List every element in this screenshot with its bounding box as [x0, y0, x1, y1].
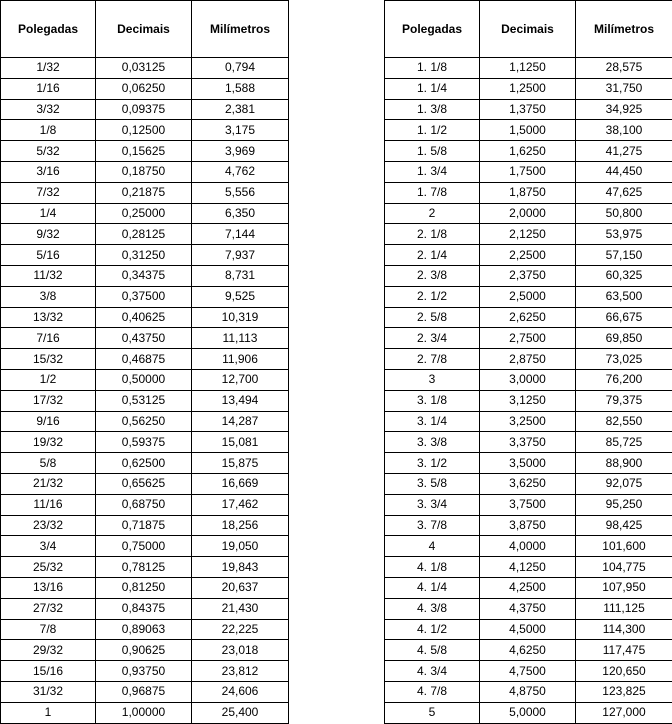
cell-decimais: 1,8750	[480, 182, 576, 203]
cell-polegadas: 1. 3/8	[385, 99, 480, 120]
cell-polegadas: 1. 1/4	[385, 78, 480, 99]
cell-decimais: 0,65625	[96, 473, 192, 494]
cell-milimetros: 69,850	[576, 328, 672, 349]
table-row	[1, 369, 289, 390]
table-row	[385, 411, 672, 432]
cell-polegadas: 9/16	[1, 411, 96, 432]
table-row	[1, 58, 289, 79]
table-row	[385, 473, 672, 494]
header-row	[1, 1, 289, 58]
cell-decimais: 0,75000	[96, 536, 192, 557]
cell-milimetros: 22,225	[192, 619, 289, 640]
cell-milimetros: 111,125	[576, 598, 672, 619]
table-row	[1, 557, 289, 578]
cell-decimais: 2,5000	[480, 286, 576, 307]
cell-polegadas: 31/32	[1, 681, 96, 702]
cell-decimais: 2,3750	[480, 265, 576, 286]
conversion-table-left	[0, 0, 289, 724]
cell-decimais: 4,3750	[480, 598, 576, 619]
table-row	[385, 661, 672, 682]
cell-polegadas: 5/16	[1, 245, 96, 266]
cell-milimetros: 85,725	[576, 432, 672, 453]
cell-polegadas: 2. 1/2	[385, 286, 480, 307]
cell-polegadas: 21/32	[1, 473, 96, 494]
cell-polegadas: 1	[1, 702, 96, 723]
table-row	[1, 619, 289, 640]
cell-polegadas: 3/16	[1, 161, 96, 182]
cell-decimais: 3,0000	[480, 369, 576, 390]
cell-milimetros: 2,381	[192, 99, 289, 120]
table-row	[385, 307, 672, 328]
cell-decimais: 0,50000	[96, 369, 192, 390]
table-row	[1, 661, 289, 682]
cell-polegadas: 1. 1/2	[385, 120, 480, 141]
cell-milimetros: 127,000	[576, 702, 672, 723]
cell-polegadas: 3. 5/8	[385, 473, 480, 494]
cell-decimais: 0,09375	[96, 99, 192, 120]
cell-polegadas: 1. 5/8	[385, 141, 480, 162]
cell-decimais: 0,89063	[96, 619, 192, 640]
cell-decimais: 4,1250	[480, 557, 576, 578]
cell-milimetros: 14,287	[192, 411, 289, 432]
table-row	[1, 411, 289, 432]
cell-decimais: 4,5000	[480, 619, 576, 640]
cell-polegadas: 29/32	[1, 640, 96, 661]
cell-milimetros: 23,812	[192, 661, 289, 682]
cell-decimais: 4,0000	[480, 536, 576, 557]
cell-polegadas: 4. 1/4	[385, 577, 480, 598]
table-row	[1, 245, 289, 266]
cell-milimetros: 7,144	[192, 224, 289, 245]
table-row	[385, 99, 672, 120]
cell-polegadas: 3. 1/8	[385, 390, 480, 411]
table-row	[1, 702, 289, 723]
table-row	[385, 681, 672, 702]
cell-milimetros: 41,275	[576, 141, 672, 162]
cell-decimais: 2,2500	[480, 245, 576, 266]
table-row	[1, 640, 289, 661]
cell-polegadas: 9/32	[1, 224, 96, 245]
cell-milimetros: 17,462	[192, 494, 289, 515]
cell-polegadas: 13/16	[1, 577, 96, 598]
cell-polegadas: 1/32	[1, 58, 96, 79]
cell-decimais: 3,1250	[480, 390, 576, 411]
table-row	[1, 78, 289, 99]
table-row	[385, 494, 672, 515]
table-row	[385, 203, 672, 224]
cell-decimais: 0,59375	[96, 432, 192, 453]
cell-polegadas: 1/8	[1, 120, 96, 141]
cell-milimetros: 16,669	[192, 473, 289, 494]
header-decimais: Decimais	[96, 1, 192, 58]
cell-polegadas: 2	[385, 203, 480, 224]
table-row	[385, 245, 672, 266]
table-row	[385, 577, 672, 598]
cell-milimetros: 15,875	[192, 453, 289, 474]
cell-polegadas: 1. 7/8	[385, 182, 480, 203]
cell-milimetros: 73,025	[576, 349, 672, 370]
table-row	[1, 328, 289, 349]
cell-polegadas: 11/16	[1, 494, 96, 515]
table-row	[1, 390, 289, 411]
cell-milimetros: 101,600	[576, 536, 672, 557]
cell-decimais: 0,62500	[96, 453, 192, 474]
cell-decimais: 0,31250	[96, 245, 192, 266]
cell-polegadas: 25/32	[1, 557, 96, 578]
cell-milimetros: 88,900	[576, 453, 672, 474]
table-row	[385, 369, 672, 390]
table-row	[385, 349, 672, 370]
cell-polegadas: 4. 1/2	[385, 619, 480, 640]
cell-decimais: 2,7500	[480, 328, 576, 349]
cell-milimetros: 117,475	[576, 640, 672, 661]
cell-polegadas: 1. 3/4	[385, 161, 480, 182]
cell-milimetros: 23,018	[192, 640, 289, 661]
cell-decimais: 0,12500	[96, 120, 192, 141]
cell-milimetros: 24,606	[192, 681, 289, 702]
cell-milimetros: 31,750	[576, 78, 672, 99]
table-row	[1, 453, 289, 474]
cell-decimais: 3,2500	[480, 411, 576, 432]
cell-decimais: 0,40625	[96, 307, 192, 328]
cell-milimetros: 8,731	[192, 265, 289, 286]
cell-milimetros: 92,075	[576, 473, 672, 494]
cell-milimetros: 47,625	[576, 182, 672, 203]
cell-polegadas: 1/2	[1, 369, 96, 390]
cell-polegadas: 13/32	[1, 307, 96, 328]
cell-polegadas: 3/4	[1, 536, 96, 557]
cell-polegadas: 5	[385, 702, 480, 723]
cell-milimetros: 15,081	[192, 432, 289, 453]
cell-polegadas: 1/16	[1, 78, 96, 99]
table-row	[385, 598, 672, 619]
cell-decimais: 1,00000	[96, 702, 192, 723]
cell-decimais: 0,71875	[96, 515, 192, 536]
cell-decimais: 1,7500	[480, 161, 576, 182]
cell-decimais: 1,1250	[480, 58, 576, 79]
cell-decimais: 2,1250	[480, 224, 576, 245]
cell-milimetros: 12,700	[192, 369, 289, 390]
cell-milimetros: 114,300	[576, 619, 672, 640]
cell-milimetros: 123,825	[576, 681, 672, 702]
cell-decimais: 0,68750	[96, 494, 192, 515]
cell-polegadas: 7/16	[1, 328, 96, 349]
table-row	[385, 224, 672, 245]
cell-decimais: 0,53125	[96, 390, 192, 411]
table-row	[1, 494, 289, 515]
cell-polegadas: 3. 7/8	[385, 515, 480, 536]
cell-polegadas: 3/32	[1, 99, 96, 120]
table-row	[385, 328, 672, 349]
cell-polegadas: 7/8	[1, 619, 96, 640]
cell-polegadas: 3. 3/8	[385, 432, 480, 453]
table-row	[1, 182, 289, 203]
cell-polegadas: 2. 7/8	[385, 349, 480, 370]
table-row	[1, 349, 289, 370]
cell-milimetros: 25,400	[192, 702, 289, 723]
cell-decimais: 3,3750	[480, 432, 576, 453]
cell-decimais: 0,37500	[96, 286, 192, 307]
cell-milimetros: 19,050	[192, 536, 289, 557]
cell-decimais: 0,78125	[96, 557, 192, 578]
table-row	[1, 161, 289, 182]
table-row	[1, 265, 289, 286]
cell-polegadas: 2. 1/8	[385, 224, 480, 245]
cell-decimais: 4,8750	[480, 681, 576, 702]
cell-milimetros: 6,350	[192, 203, 289, 224]
cell-decimais: 0,28125	[96, 224, 192, 245]
cell-polegadas: 1. 1/8	[385, 58, 480, 79]
cell-decimais: 3,6250	[480, 473, 576, 494]
cell-polegadas: 4. 5/8	[385, 640, 480, 661]
cell-polegadas: 23/32	[1, 515, 96, 536]
cell-milimetros: 20,637	[192, 577, 289, 598]
header-row	[385, 1, 672, 58]
cell-milimetros: 3,969	[192, 141, 289, 162]
table-row	[385, 515, 672, 536]
table-row	[1, 473, 289, 494]
table-row	[1, 286, 289, 307]
cell-polegadas: 19/32	[1, 432, 96, 453]
header-polegadas: Polegadas	[1, 1, 96, 58]
table-row	[385, 536, 672, 557]
table-row	[385, 702, 672, 723]
cell-milimetros: 1,588	[192, 78, 289, 99]
cell-polegadas: 5/8	[1, 453, 96, 474]
header-milimetros: Milímetros	[192, 1, 289, 58]
table-row	[1, 224, 289, 245]
cell-milimetros: 18,256	[192, 515, 289, 536]
table-row	[385, 453, 672, 474]
cell-milimetros: 28,575	[576, 58, 672, 79]
cell-milimetros: 104,775	[576, 557, 672, 578]
cell-milimetros: 21,430	[192, 598, 289, 619]
cell-milimetros: 82,550	[576, 411, 672, 432]
cell-milimetros: 79,375	[576, 390, 672, 411]
cell-milimetros: 38,100	[576, 120, 672, 141]
cell-milimetros: 66,675	[576, 307, 672, 328]
table-row	[385, 182, 672, 203]
cell-milimetros: 11,113	[192, 328, 289, 349]
cell-milimetros: 50,800	[576, 203, 672, 224]
cell-milimetros: 9,525	[192, 286, 289, 307]
header-polegadas: Polegadas	[385, 1, 480, 58]
cell-milimetros: 120,650	[576, 661, 672, 682]
cell-decimais: 1,5000	[480, 120, 576, 141]
cell-polegadas: 2. 1/4	[385, 245, 480, 266]
table-row	[385, 141, 672, 162]
cell-milimetros: 7,937	[192, 245, 289, 266]
cell-decimais: 3,8750	[480, 515, 576, 536]
cell-decimais: 0,81250	[96, 577, 192, 598]
cell-polegadas: 2. 3/4	[385, 328, 480, 349]
table-row	[385, 120, 672, 141]
table-row	[1, 515, 289, 536]
cell-polegadas: 3. 3/4	[385, 494, 480, 515]
cell-decimais: 0,25000	[96, 203, 192, 224]
cell-decimais: 0,03125	[96, 58, 192, 79]
table-row	[1, 536, 289, 557]
conversion-table-right	[384, 0, 672, 724]
cell-polegadas: 11/32	[1, 265, 96, 286]
cell-polegadas: 5/32	[1, 141, 96, 162]
cell-decimais: 0,56250	[96, 411, 192, 432]
cell-polegadas: 4. 3/4	[385, 661, 480, 682]
table-row	[1, 577, 289, 598]
cell-milimetros: 107,950	[576, 577, 672, 598]
table-row	[385, 432, 672, 453]
table-row	[1, 141, 289, 162]
table-row	[385, 557, 672, 578]
cell-decimais: 3,5000	[480, 453, 576, 474]
table-row	[385, 390, 672, 411]
cell-decimais: 0,15625	[96, 141, 192, 162]
cell-decimais: 2,0000	[480, 203, 576, 224]
cell-polegadas: 3/8	[1, 286, 96, 307]
cell-milimetros: 0,794	[192, 58, 289, 79]
cell-decimais: 1,2500	[480, 78, 576, 99]
table-row	[1, 432, 289, 453]
table-row	[385, 619, 672, 640]
cell-milimetros: 57,150	[576, 245, 672, 266]
cell-decimais: 0,46875	[96, 349, 192, 370]
cell-polegadas: 3. 1/4	[385, 411, 480, 432]
header-decimais: Decimais	[480, 1, 576, 58]
cell-milimetros: 63,500	[576, 286, 672, 307]
cell-decimais: 3,7500	[480, 494, 576, 515]
cell-milimetros: 53,975	[576, 224, 672, 245]
table-row	[385, 640, 672, 661]
cell-milimetros: 95,250	[576, 494, 672, 515]
cell-polegadas: 15/32	[1, 349, 96, 370]
cell-milimetros: 4,762	[192, 161, 289, 182]
cell-milimetros: 34,925	[576, 99, 672, 120]
cell-milimetros: 5,556	[192, 182, 289, 203]
cell-polegadas: 4. 7/8	[385, 681, 480, 702]
table-row	[1, 598, 289, 619]
cell-decimais: 4,6250	[480, 640, 576, 661]
cell-polegadas: 4. 1/8	[385, 557, 480, 578]
header-milimetros: Milímetros	[576, 1, 672, 58]
table-row	[1, 307, 289, 328]
cell-decimais: 0,84375	[96, 598, 192, 619]
cell-milimetros: 10,319	[192, 307, 289, 328]
cell-decimais: 0,06250	[96, 78, 192, 99]
cell-decimais: 5,0000	[480, 702, 576, 723]
cell-decimais: 0,43750	[96, 328, 192, 349]
cell-polegadas: 2. 3/8	[385, 265, 480, 286]
cell-milimetros: 60,325	[576, 265, 672, 286]
cell-decimais: 2,8750	[480, 349, 576, 370]
cell-decimais: 0,96875	[96, 681, 192, 702]
cell-decimais: 4,2500	[480, 577, 576, 598]
cell-decimais: 1,3750	[480, 99, 576, 120]
cell-polegadas: 4. 3/8	[385, 598, 480, 619]
cell-milimetros: 19,843	[192, 557, 289, 578]
cell-milimetros: 11,906	[192, 349, 289, 370]
cell-milimetros: 44,450	[576, 161, 672, 182]
cell-polegadas: 1/4	[1, 203, 96, 224]
cell-decimais: 0,18750	[96, 161, 192, 182]
cell-decimais: 0,34375	[96, 265, 192, 286]
cell-decimais: 1,6250	[480, 141, 576, 162]
table-row	[1, 120, 289, 141]
cell-milimetros: 3,175	[192, 120, 289, 141]
cell-milimetros: 98,425	[576, 515, 672, 536]
table-row	[385, 265, 672, 286]
table-row	[1, 99, 289, 120]
cell-polegadas: 4	[385, 536, 480, 557]
table-row	[1, 203, 289, 224]
cell-milimetros: 76,200	[576, 369, 672, 390]
cell-polegadas: 2. 5/8	[385, 307, 480, 328]
table-row	[385, 161, 672, 182]
cell-decimais: 2,6250	[480, 307, 576, 328]
cell-polegadas: 27/32	[1, 598, 96, 619]
cell-polegadas: 3. 1/2	[385, 453, 480, 474]
cell-polegadas: 7/32	[1, 182, 96, 203]
cell-decimais: 0,21875	[96, 182, 192, 203]
cell-decimais: 0,93750	[96, 661, 192, 682]
cell-polegadas: 15/16	[1, 661, 96, 682]
cell-milimetros: 13,494	[192, 390, 289, 411]
table-row	[385, 286, 672, 307]
table-row	[385, 78, 672, 99]
cell-polegadas: 17/32	[1, 390, 96, 411]
cell-decimais: 0,90625	[96, 640, 192, 661]
table-row	[1, 681, 289, 702]
cell-decimais: 4,7500	[480, 661, 576, 682]
table-row	[385, 58, 672, 79]
cell-polegadas: 3	[385, 369, 480, 390]
